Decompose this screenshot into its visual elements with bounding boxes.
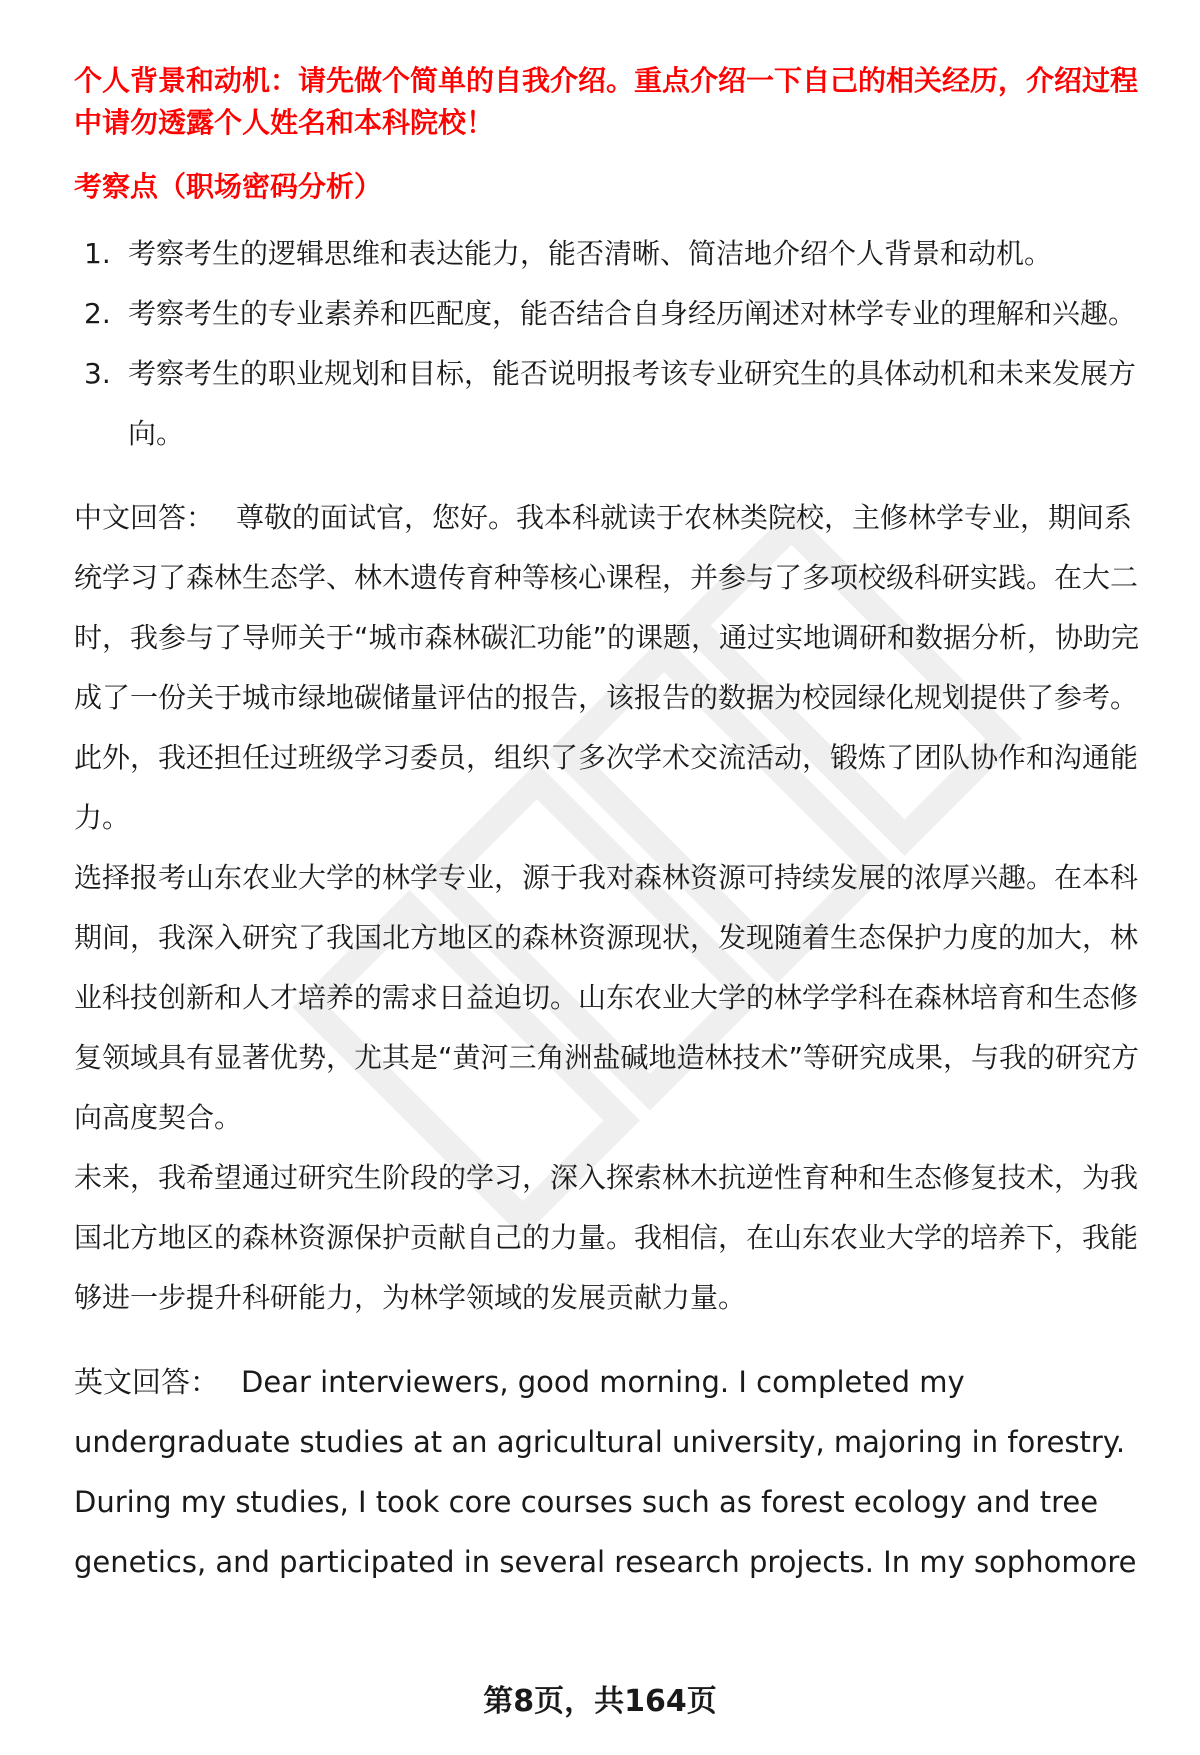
chinese-answer-paragraph: 选择报考山东农业大学的林学专业，源于我对森林资源可持续发展的浓厚兴趣。在本科期间，我深入研究了我国北方地区的森林资源现状，发现随着生态保护力度的加大，林业科技创新和人才培养的需求日益迫切。山东农业大学的林学学科在森林培育和生态修复领域具有显著优势，尤其是“黄河三角洲盐碱地造林技术”等研究成果，与我的研究方向高度契合。 xyxy=(74,861,1140,1134)
list-item-text: 考察考生的职业规划和目标，能否说明报考该专业研究生的具体动机和未来发展方向。 xyxy=(128,357,1137,450)
list-item xyxy=(74,224,1146,284)
english-answer-paragraph xyxy=(74,1352,1146,1592)
list-item-number: 1. xyxy=(84,237,111,270)
paragraph-text: Dear interviewers, good morning. I completed my undergraduate studies at an agricultural university, majoring in forestry. During my studies, I took core courses such as forest ecology and tree genetics, and participated in several research projects. In my sophomore xyxy=(74,1365,1137,1579)
chinese-answer-label: 中文回答： xyxy=(74,501,215,534)
list-item xyxy=(74,344,1146,464)
document-content xyxy=(74,60,1146,1592)
list-item-number: 2. xyxy=(84,297,111,330)
chinese-answer-paragraph xyxy=(74,488,1146,848)
evaluation-points-title: 考察点（职场密码分析） xyxy=(74,170,383,203)
list-item-text: 考察考生的逻辑思维和表达能力，能否清晰、简洁地介绍个人背景和动机。 xyxy=(128,237,1053,270)
chinese-answer xyxy=(74,488,1146,1328)
question-heading: 个人背景和动机：请先做个简单的自我介绍。重点介绍一下自己的相关经历，介绍过程中请勿透露个人姓名和本科院校！ xyxy=(74,64,1139,139)
list-item-number: 3. xyxy=(84,357,111,390)
page-number: 第8页，共164页 xyxy=(483,1684,717,1719)
english-answer-label: 英文回答： xyxy=(74,1365,220,1399)
english-answer xyxy=(74,1352,1146,1592)
paragraph-text: 尊敬的面试官，您好。我本科就读于农林类院校，主修林学专业，期间系统学习了森林生态学、林木遗传育种等核心课程，并参与了多项校级科研实践。在大二时，我参与了导师关于“城市森林碳汇功能”的课题，通过实地调研和数据分析，协助完成了一份关于城市绿地碳储量评估的报告，该报告的数据为校园绿化规划提供了参考。此外，我还担任过班级学习委员，组织了多次学术交流活动，锻炼了团队协作和沟通能力。 xyxy=(74,501,1140,834)
chinese-answer-paragraph: 未来，我希望通过研究生阶段的学习，深入探索林木抗逆性育种和生态修复技术，为我国北方地区的森林资源保护贡献自己的力量。我相信，在山东农业大学的培养下，我能够进一步提升科研能力，为林学领域的发展贡献力量。 xyxy=(74,1161,1139,1314)
list-item xyxy=(74,284,1146,344)
list-item-text: 考察考生的专业素养和匹配度，能否结合自身经历阐述对林学专业的理解和兴趣。 xyxy=(128,297,1137,330)
evaluation-points-list xyxy=(74,224,1146,464)
